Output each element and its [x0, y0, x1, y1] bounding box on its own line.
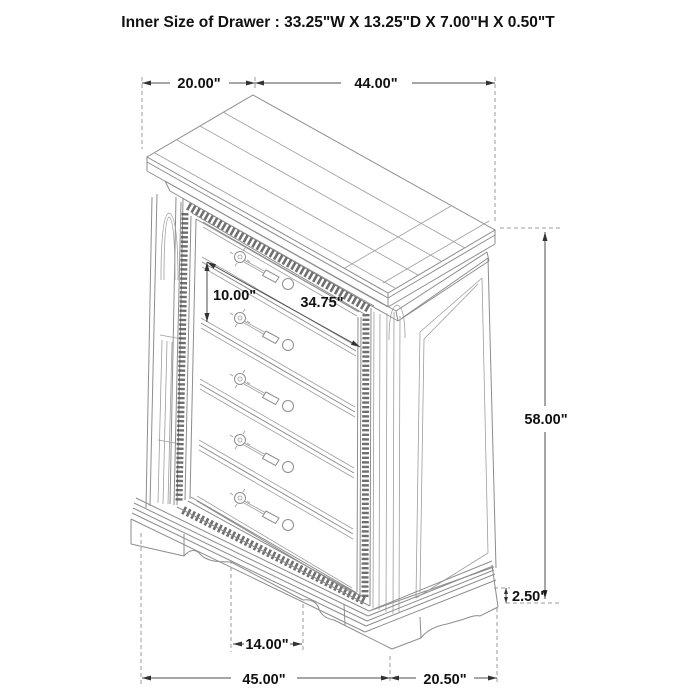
dim-label-foot-gap: 14.00" [245, 637, 289, 653]
dim-label-base-width: 45.00" [242, 672, 286, 688]
dim-label-drawer-width: 34.75" [300, 295, 344, 311]
diagram-title: Inner Size of Drawer : 33.25"W X 13.25"D X 7.00"H X 0.50"T [121, 14, 555, 31]
dim-label-base-depth: 20.50" [423, 672, 467, 688]
dim-label-overall-height: 58.00" [524, 412, 568, 428]
dim-label-top-width: 44.00" [354, 76, 398, 92]
dim-label-top-depth: 20.00" [177, 76, 221, 92]
dim-label-base-molding-height: 2.50" [512, 589, 548, 605]
dim-label-drawer-height: 10.00" [213, 288, 257, 304]
